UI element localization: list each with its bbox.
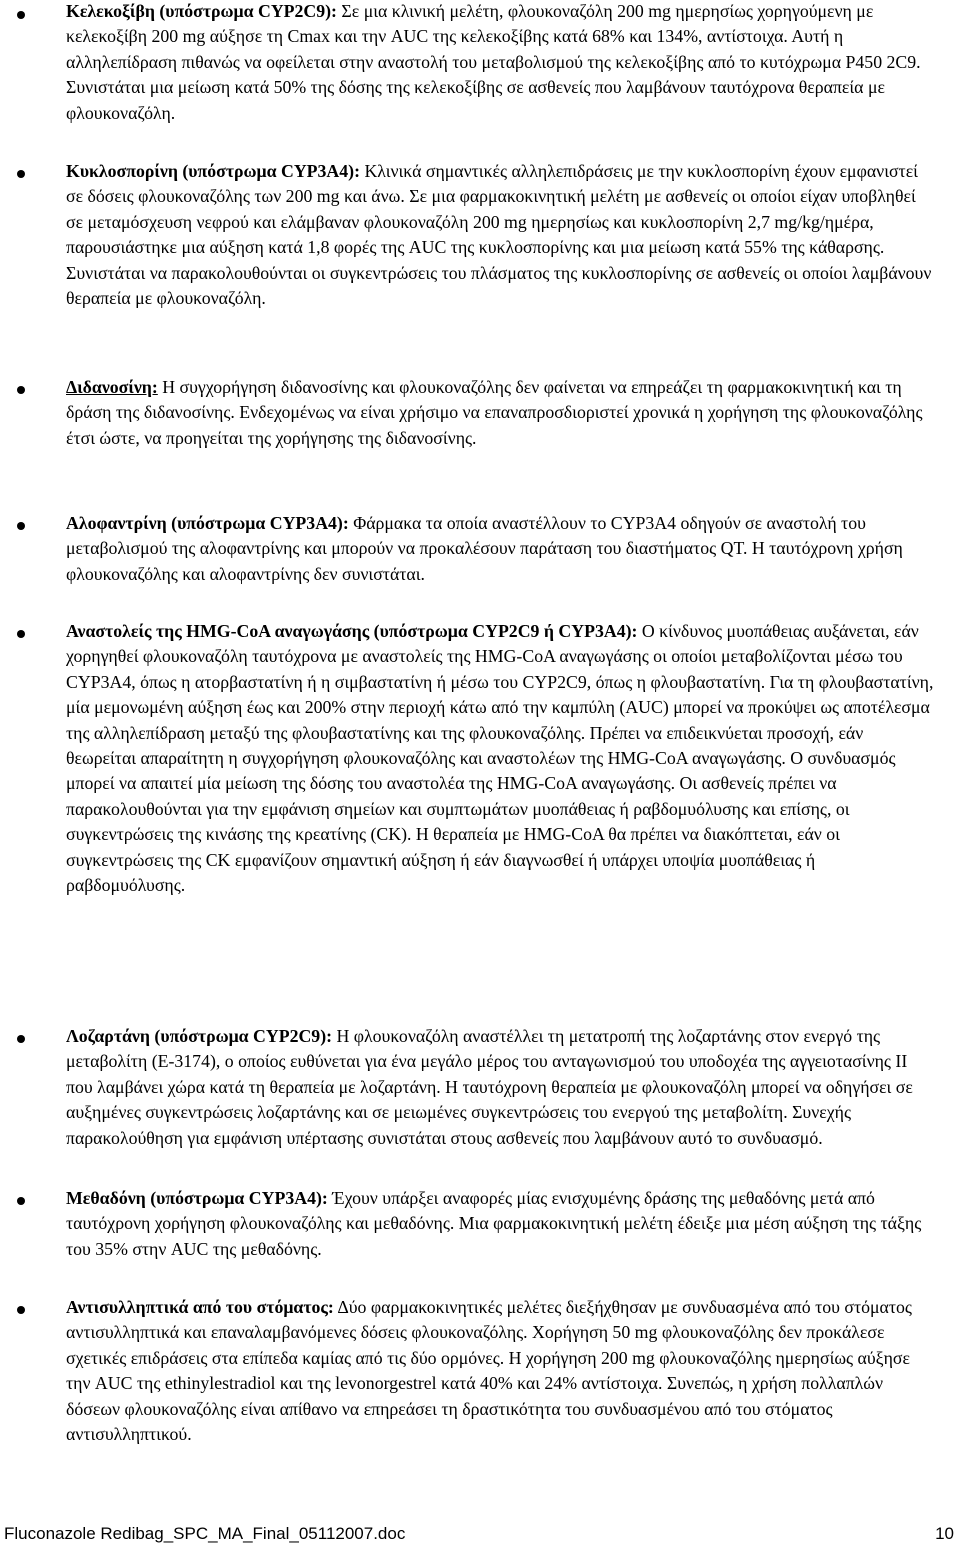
bullet-icon	[17, 386, 25, 394]
page-footer	[0, 1518, 960, 1548]
paragraph	[66, 1186, 936, 1262]
section-title: Λοζαρτάνη (υπόστρωμα CYP2C9):	[66, 1026, 333, 1046]
section-title: Αλοφαντρίνη (υπόστρωμα CYP3A4):	[66, 513, 349, 533]
section-title: Διδανοσίνη:	[66, 377, 158, 397]
section-body: Έχουν υπάρξει αναφορές μίας ενισχυμένης δράσης της μεθαδόνης μετά από ταυτόχρονη χορήγηση φλουκοναζόλης και μεθαδόνης. Μια φαρμακοκινητική μελέτη έδειξε μια μέση αύξηση της τάξης του 35% στην AUC της μεθαδόνης.	[66, 1188, 922, 1259]
paragraph	[66, 619, 936, 898]
paragraph	[66, 375, 936, 451]
bullet-icon	[17, 11, 25, 19]
footer-filename: Fluconazole Redibag_SPC_MA_Final_05112007.doc	[4, 1524, 406, 1543]
paragraph	[66, 511, 936, 587]
bullet-icon	[17, 1035, 25, 1043]
paragraph	[66, 1295, 936, 1447]
section-title: Αντισυλληπτικά από του στόματος:	[66, 1297, 334, 1317]
section-body: Ο κίνδυνος μυοπάθειας αυξάνεται, εάν χορηγηθεί φλουκοναζόλη ταυτόχρονα με αναστολείς της HMG-CoA αναγωγάσης οι οποίοι μεταβολίζονται μέσω του CYP3A4, όπως η ατορβαστατίνη ή η σιμβαστατίνη ή μέσω του CYP2C9, όπως η φλουβαστατίνη. Για τη φλουβαστατίνη, μία μεμονωμένη αύξηση έως και 200% στην περιοχή κάτω από την καμπύλη (AUC) μπορεί να προκύψει ως αποτέλεσμα της αλληλεπίδραση μεταξύ της φλουβαστατίνης και της φλουκοναζόλης. Πρέπει να επιδεικνύεται προσοχή, εάν θεωρείται απαραίτητη η συγχορήγηση φλουκοναζόλης και αναστολέων της HMG-CoA αναγωγάσης. Ο συνδυασμός μπορεί να απαιτεί μία μείωση της δόσης του αναστολέα της HMG-CoA αναγωγάσης. Οι ασθενείς πρέπει να παρακολουθούνται για την εμφάνιση σημείων και συμπτωμάτων μυοπάθειας ή ραβδομυόλυσης και επίσης, οι συγκεντρώσεις της κινάσης της κρεατίνης (CK). Η θεραπεία με HMG-CoA θα πρέπει να διακόπτεται, εάν οι συγκεντρώσεις της CK εμφανίζουν σημαντική αύξηση ή εάν διαγνωσθεί ή υπάρχει υποψία μυοπάθειας ή ραβδομυόλυσης.	[66, 621, 934, 896]
paragraph	[66, 159, 936, 311]
page-number: 10	[935, 1524, 954, 1543]
section-title: Κυκλοσπορίνη (υπόστρωμα CYP3A4):	[66, 161, 360, 181]
section-body: Κλινικά σημαντικές αλληλεπιδράσεις με την κυκλοσπορίνη έχουν εμφανιστεί σε δόσεις φλουκοναζόλης των 200 mg και άνω. Σε μια φαρμακοκινητική μελέτη με ασθενείς οι οποίοι είχαν υποβληθεί σε μεταμόσχευση νεφρού και ελάμβαναν φλουκοναζόλη 200 mg ημερησίως και κυκλοσπορίνη 2,7 mg/kg/ημέρα, παρουσιάστηκε μια αύξηση κατά 1,8 φορές της AUC της κυκλοσπορίνης και μια μείωση κατά 55% της κάθαρσης. Συνιστάται να παρακολουθούνται οι συγκεντρώσεις του πλάσματος της κυκλοσπορίνης σε ασθενείς οι οποίοι λαμβάνουν θεραπεία με φλουκοναζόλη.	[66, 161, 932, 309]
bullet-icon	[17, 522, 25, 530]
section-title: Μεθαδόνη (υπόστρωμα CYP3A4):	[66, 1188, 328, 1208]
section-body: Δύο φαρμακοκινητικές μελέτες διεξήχθησαν με συνδυασμένα από του στόματος αντισυλληπτικά και επαναλαμβανόμενες δόσεις φλουκοναζόλης. Χορήγηση 50 mg φλουκοναζόλης δεν προκάλεσε σχετικές επιδράσεις στα επίπεδα καμίας από τις δύο ορμόνες. Η χορήγηση 200 mg φλουκοναζόλης ημερησίως αύξησε την AUC της ethinylestradiol και της levonorgestrel κατά 40% και 24% αντίστοιχα. Συνεπώς, η χρήση πολλαπλών δόσεων φλουκοναζόλης είναι απίθανο να επηρεάσει τη δραστικότητα του συνδυασμένου από του στόματος αντισυλληπτικού.	[66, 1297, 912, 1445]
paragraph	[66, 1024, 936, 1151]
section-title: Αναστολείς της HMG-CoA αναγωγάσης (υπόστρωμα CYP2C9 ή CYP3A4):	[66, 621, 638, 641]
section-title: Κελεκοξίβη (υπόστρωμα CYP2C9):	[66, 1, 337, 21]
bullet-icon	[17, 170, 25, 178]
section-body: Σε μια κλινική μελέτη, φλουκοναζόλη 200 mg ημερησίως χορηγούμενη με κελεκοξίβη 200 mg αύξησε τη Cmax και την AUC της κελεκοξίβης κατά 68% και 134%, αντίστοιχα. Αυτή η αλληλεπίδραση πιθανώς να οφείλεται στην αναστολή του μεταβολισμού της κελεκοξίβης από το κυτόχρωμα P450 2C9. Συνιστάται μια μείωση κατά 50% της δόσης της κελεκοξίβης σε ασθενείς που λαμβάνουν ταυτόχρονα θεραπεία με φλουκοναζόλη.	[66, 1, 921, 123]
bullet-icon	[17, 630, 25, 638]
section-body: Φάρμακα τα οποία αναστέλλουν το CYP3A4 οδηγούν σε αναστολή του μεταβολισμού της αλοφαντρίνης και μπορούν να προκαλέσουν παράταση του διαστήματος QT. Η ταυτόχρονη χρήση φλουκοναζόλης και αλοφαντρίνης δεν συνιστάται.	[66, 513, 903, 584]
section-body: Η φλουκοναζόλη αναστέλλει τη μετατροπή της λοζαρτάνης στον ενεργό της μεταβολίτη (E-3174), ο οποίος ευθύνεται για ένα μεγάλο μέρος του ανταγωνισμού του υποδοχέα της αγγειοτασίνης II που λαμβάνει χώρα κατά τη θεραπεία με λοζαρτάνη. Η ταυτόχρονη θεραπεία με φλουκοναζόλη μπορεί να οδηγήσει σε αυξημένες συγκεντρώσεις λοζαρτάνης και σε μειωμένες συγκεντρώσεις του ενεργού της μεταβολίτη. Συνεχής παρακολούθηση για εμφάνιση υπέρτασης συνιστάται στους ασθενείς που λαμβάνουν αυτό το συνδυασμό.	[66, 1026, 913, 1148]
bullet-icon	[17, 1197, 25, 1205]
section-body: Η συγχορήγηση διδανοσίνης και φλουκοναζόλης δεν φαίνεται να επηρεάζει τη φαρμακοκινητική και τη δράση της διδανοσίνης. Ενδεχομένως να είναι χρήσιμο να επαναπροσδιοριστεί χρονικά η χορήγηση της φλουκοναζόλης έτσι ώστε, να προηγείται της χορήγησης της διδανοσίνης.	[66, 377, 923, 448]
bullet-icon	[17, 1306, 25, 1314]
paragraph	[66, 0, 936, 126]
